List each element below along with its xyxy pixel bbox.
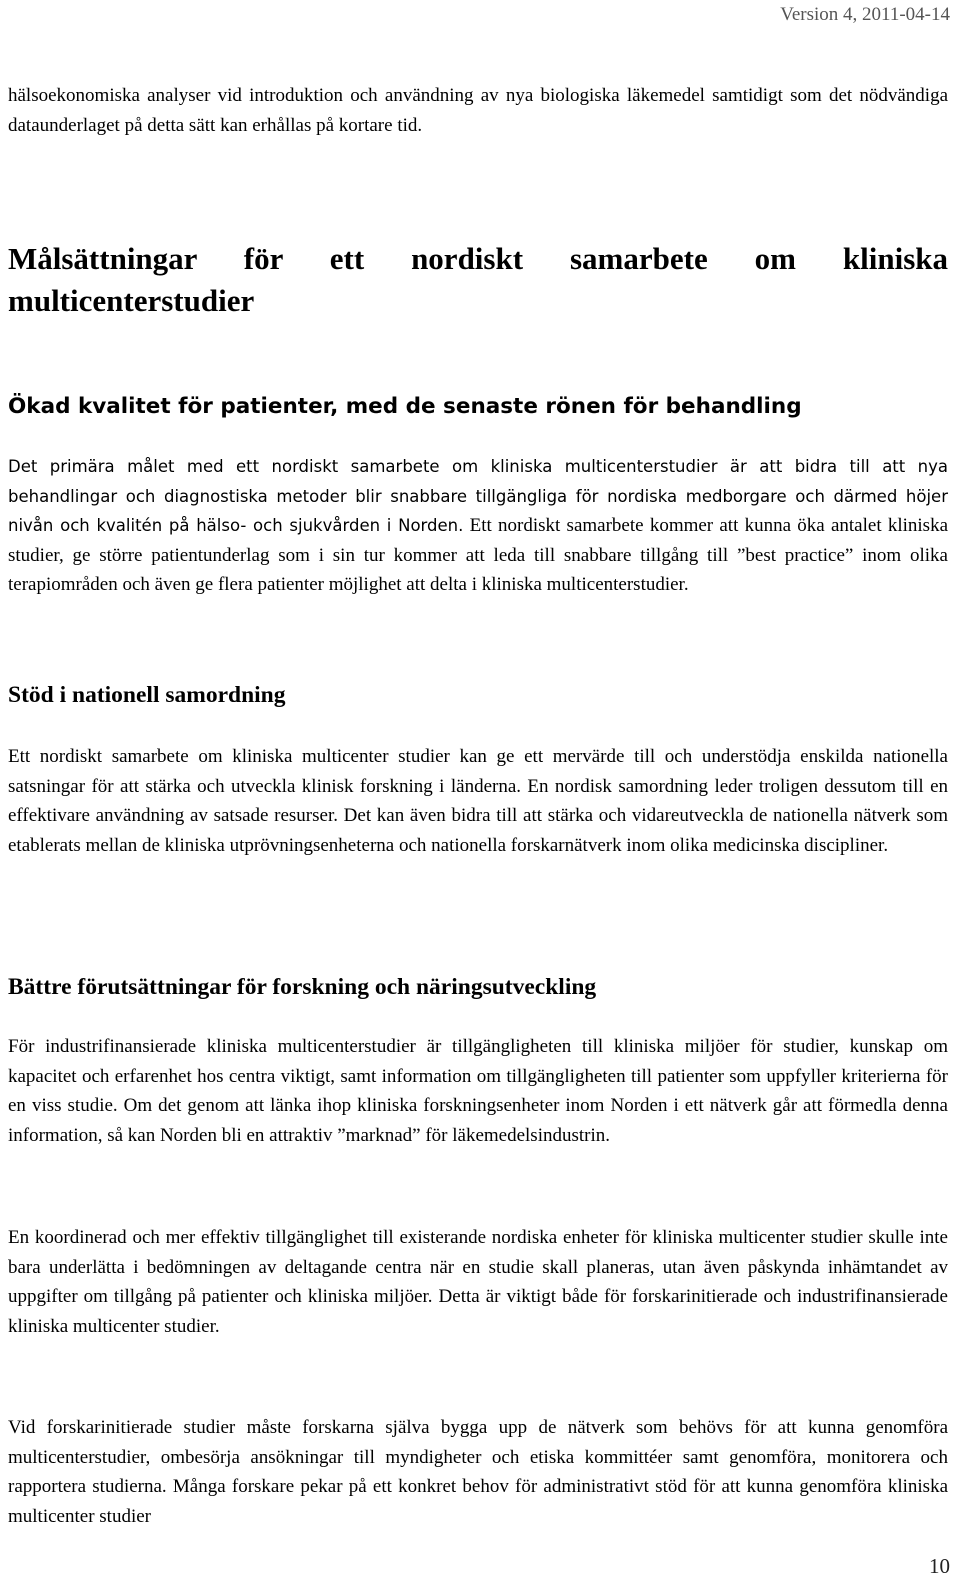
section-coordination-paragraph: Ett nordiskt samarbete om kliniska multicenter studier kan ge ett mervärde till och understödja enskilda nationella satsningar för att stärka och utveckla klinisk forskning i länderna. En nordisk samordning leder troligen dessutom till en effektivare användning av satsade resurser. Det kan även bidra till att stärka och vidareutveckla de nationella nätverk som etablerats mellan de kliniska utprövningsenheterna och nationella forskarnätverk inom olika medicinska discipliner. (8, 746, 948, 856)
section-research-paragraph-1: För industrifinansierade kliniska multicenterstudier är tillgängligheten till kliniska miljöer för studier, kunskap om kapacitet och erfarenhet hos centra viktigt, samt information om tillgängligheten till patienter som uppfyller kriterierna för en viss studie. Om det genom att länka ihop kliniska forskningsenheter inom Norden i ett nätverk går att förmedla denna information, så kan Norden bli en attraktiv ”marknad” för läkemedelsindustrin. (8, 1036, 948, 1146)
page-title-line-1: Målsättningar för ett nordiskt samarbete om kliniska (8, 241, 948, 276)
paragraph-serif-part: Ett nordiskt samarbete kommer att kunna öka antalet kliniska studier, ge större patientunderlag som i sin tur kommer att leda till snabbare tillgång till ”best practice” inom olika terapiområden och även ge flera patienter möjlighet att delta i kliniska multicenterstudier. (8, 515, 949, 596)
section-research-paragraph-3: Vid forskarinitierade studier måste forskarna själva bygga upp de nätverk som behövs för att kunna genomföra multicenterstudier, ombesörja ansökningar till myndigheter och etiska kommittéer samt genomföra, monitorera och rapportera studierna. Många forskare pekar på ett konkret behov för administrativt stöd för att kunna genomföra kliniska multicenter studier (8, 1417, 948, 1527)
page-number: 10 (929, 1554, 950, 1578)
page-title (8, 238, 948, 322)
version-date: Version 4, 2011-04-14 (780, 4, 950, 25)
section-heading-quality: Ökad kvalitet för patienter, med de senaste rönen för behandling (8, 394, 802, 419)
section-heading-research: Bättre förutsättningar för forskning och näringsutveckling (8, 974, 597, 1000)
section-heading-coordination: Stöd i nationell samordning (8, 682, 286, 708)
page-title-line-2: multicenterstudier (8, 283, 255, 318)
intro-paragraph: hälsoekonomiska analyser vid introduktion och användning av nya biologiska läkemedel samtidigt som det nödvändiga dataunderlaget på detta sätt kan erhållas på kortare tid. (8, 85, 948, 136)
section-quality-paragraph (8, 452, 948, 600)
section-research-paragraph-2: En koordinerad och mer effektiv tillgänglighet till existerande nordiska enheter för kliniska multicenter studier skulle inte bara underlätta i bedömningen av deltagande centra när en studie skall planeras, utan även påskynda inhämtandet av uppgifter om tillgång på patienter och kliniska miljöer. Detta är viktigt både för forskarinitierade och industrifinansierade kliniska multicenter studier. (8, 1227, 948, 1337)
paragraph-sans-part: Det primära målet med ett nordiskt samarbete om kliniska multicenterstudier är att bidra till att nya behandlingar och diagnostiska metoder blir snabbare tillgängliga för nordiska medborgare och därmed höjer nivån och kvalitén på hälso- och sjukvården i Norden. (8, 457, 948, 536)
